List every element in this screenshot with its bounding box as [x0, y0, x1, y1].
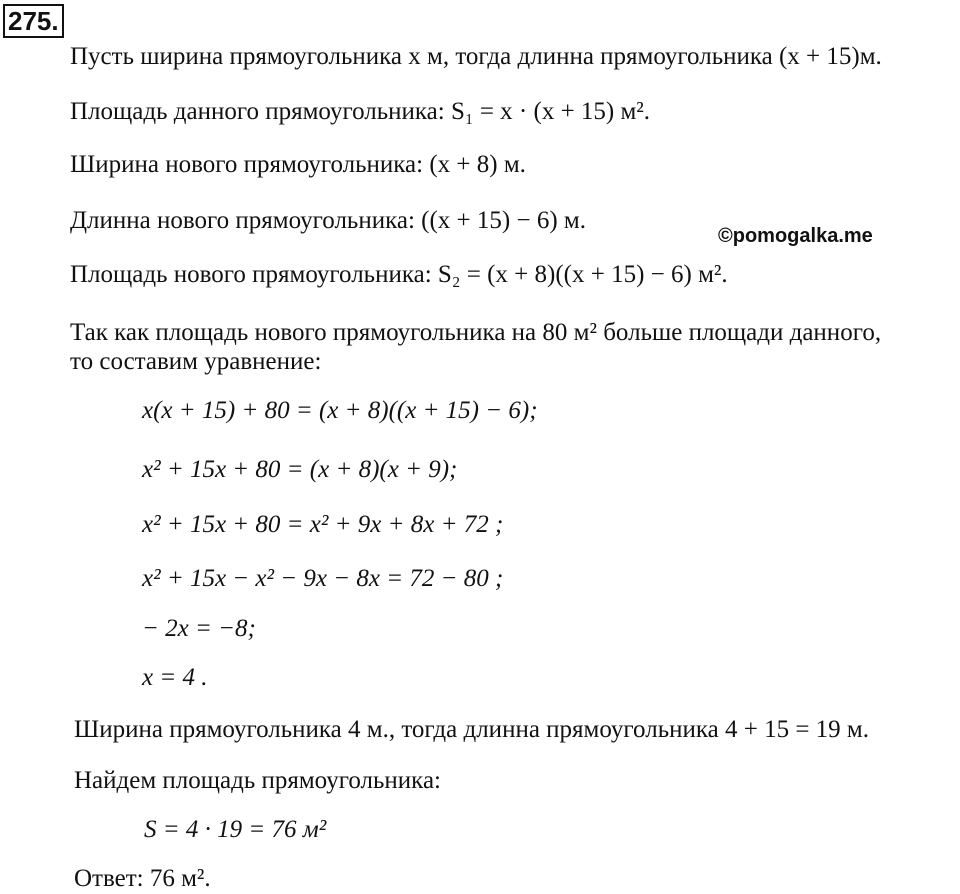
equation-area: S = 4 · 19 = 76 м²: [144, 816, 327, 843]
problem-number: 275.: [3, 4, 64, 38]
text-line-equation-intro: то составим уравнение:: [70, 348, 322, 375]
equation-6: x = 4 .: [142, 664, 208, 691]
equation-5: − 2x = −8;: [142, 615, 256, 642]
equation-4: x² + 15x − x² − 9x − 8x = 72 − 80 ;: [142, 565, 504, 592]
equation-1: x(x + 15) + 80 = (x + 8)((x + 15) − 6);: [142, 397, 538, 424]
text-line-area-original: Площадь данного прямоугольника: S₁ = x · (x + 15) м².: [70, 98, 651, 125]
text-line-condition: Так как площадь нового прямоугольника на 80 м² больше площади данного,: [70, 319, 882, 346]
equation-2: x² + 15x + 80 = (x + 8)(x + 9);: [142, 456, 458, 483]
text-line-width: Пусть ширина прямоугольника x м, тогда длинна прямоугольника (x + 15)м.: [70, 43, 882, 70]
text-line-new-length: Длинна нового прямоугольника: ((x + 15) − 6) м.: [70, 207, 586, 234]
text-line-new-area: Площадь нового прямоугольника: S₂ = (x + 8)((x + 15) − 6) м².: [70, 261, 728, 288]
text-line-find-area: Найдем площадь прямоугольника:: [74, 767, 441, 794]
equation-3: x² + 15x + 80 = x² + 9x + 8x + 72 ;: [142, 511, 504, 538]
text-line-result: Ширина прямоугольника 4 м., тогда длинна прямоугольника 4 + 15 = 19 м.: [74, 716, 869, 743]
text-line-new-width: Ширина нового прямоугольника: (x + 8) м.: [70, 151, 526, 178]
watermark: ©pomogalka.me: [718, 225, 873, 247]
answer-line: Ответ: 76 м².: [74, 865, 211, 892]
